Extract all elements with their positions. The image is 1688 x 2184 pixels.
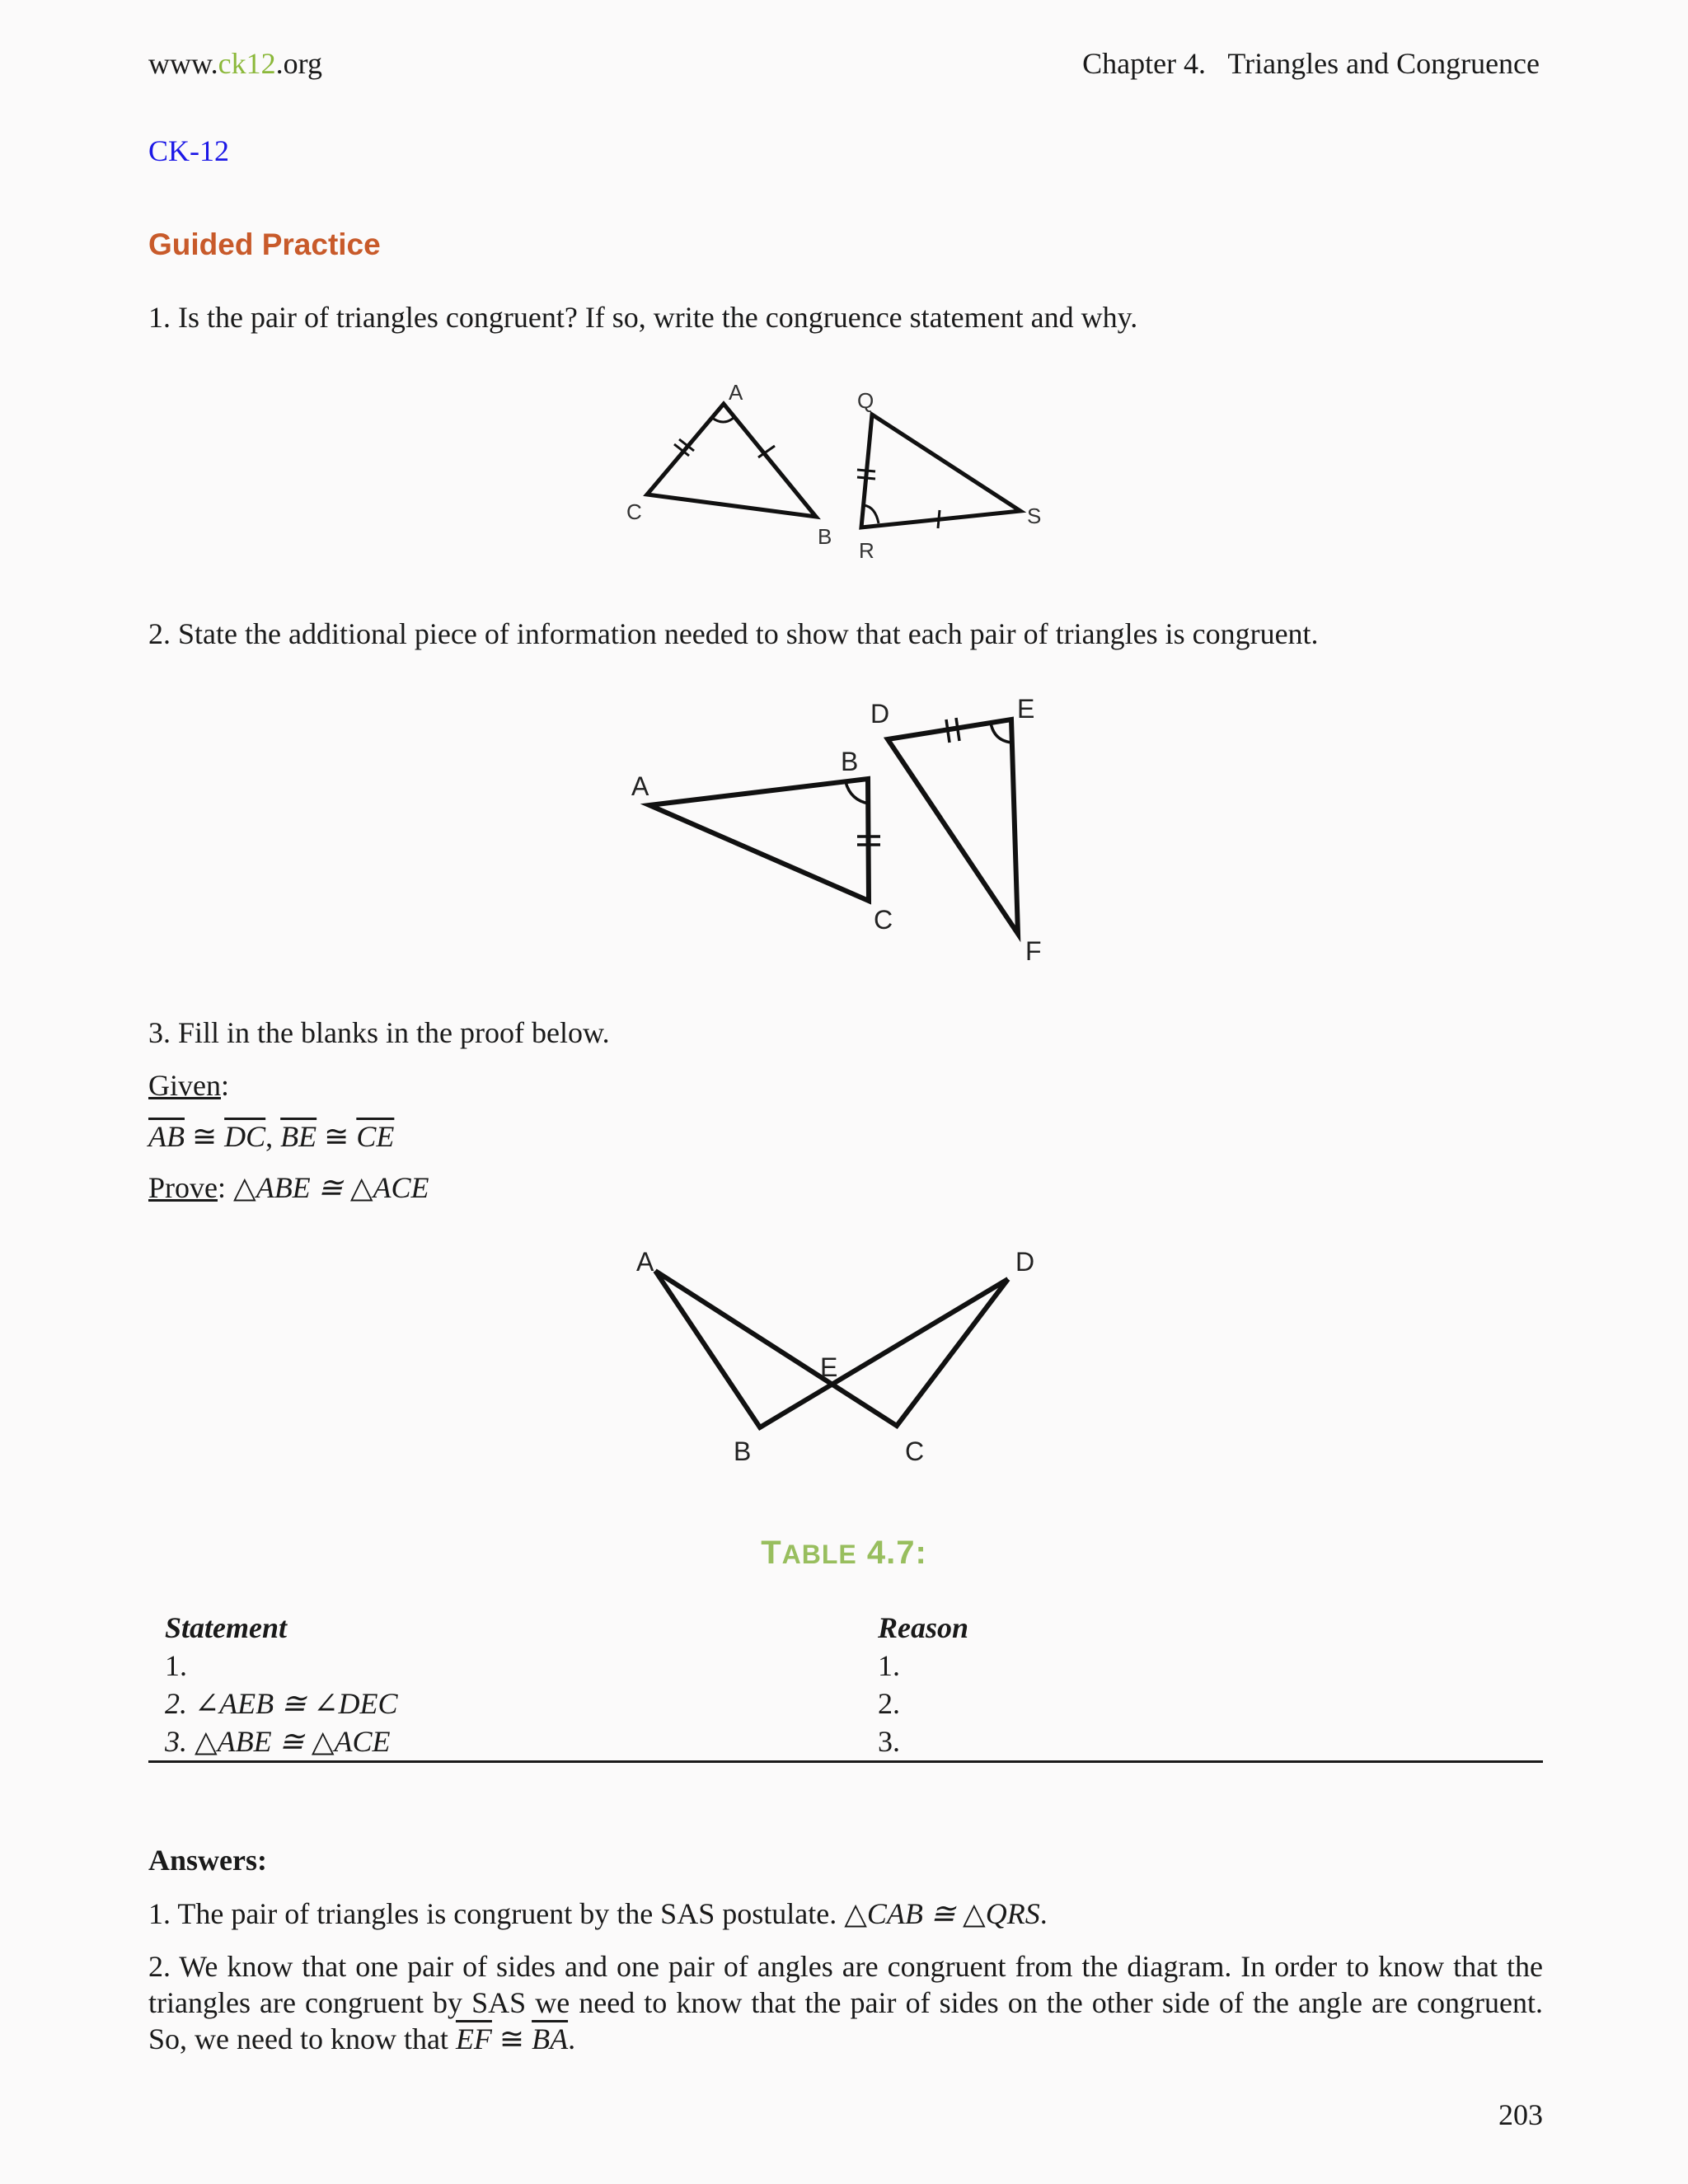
label-a-3: A	[636, 1247, 654, 1277]
site-url-suffix: .org	[275, 47, 322, 80]
label-b: B	[818, 524, 832, 549]
label-c-2: C	[874, 905, 893, 935]
angle-mark-a	[712, 418, 734, 422]
question-1: 1. Is the pair of triangles congruent? If so, write the congruence statement and why.	[148, 301, 1138, 334]
triangle-abc-2	[649, 779, 869, 901]
site-url-prefix: www.	[148, 47, 218, 80]
answers-heading: Answers:	[148, 1844, 267, 1877]
angle-mark-e	[991, 723, 1012, 743]
label-f-2: F	[1025, 936, 1042, 966]
given-line: Given:	[148, 1069, 229, 1102]
table-row	[148, 1647, 1543, 1685]
statement-cell: 1.	[165, 1649, 187, 1682]
segment-ef: $\overline{EF}$	[455, 2022, 492, 2055]
site-url[interactable]	[148, 46, 322, 81]
label-c-3: C	[905, 1436, 925, 1466]
answer-1: 1. The pair of triangles is congruent by the SAS postulate. △CAB ≅ △QRS.	[148, 1897, 1048, 1930]
question-3: 3. Fill in the blanks in the proof below.	[148, 1016, 610, 1049]
label-b-3: B	[734, 1436, 752, 1466]
given-statement: $\overline{AB}$ ≅ $\overline{DC}$, $\overline{BE}$ ≅ $\overline{CE}$	[148, 1120, 395, 1153]
reason-cell: 3.	[861, 1722, 1543, 1762]
prove-line: Prove: △ABE ≅ △ACE	[148, 1171, 429, 1204]
double-tick-qr-1	[857, 470, 875, 471]
answer-1-math: △CAB ≅ △QRS	[844, 1897, 1040, 1930]
figure-3-bowtie	[618, 1236, 1063, 1475]
double-tick-qr-2	[857, 477, 875, 479]
segment-ce: $\overline{CE}$	[356, 1120, 395, 1153]
section-title: Guided Practice	[148, 227, 381, 261]
label-d-2: D	[870, 699, 890, 729]
table-row	[148, 1685, 1543, 1722]
label-a-2: A	[631, 771, 649, 801]
label-q: Q	[857, 388, 874, 413]
statement-cell: 2. ∠AEB ≅ ∠DEC	[165, 1687, 398, 1720]
label-b-2: B	[841, 747, 859, 776]
figure-2-triangles	[618, 688, 1063, 968]
site-url-brand: ck12	[218, 47, 276, 80]
proof-table	[148, 1609, 1543, 1763]
prove-label: Prove	[148, 1171, 218, 1204]
label-a: A	[729, 380, 743, 405]
table-title: TABLE 4.7:	[761, 1535, 927, 1571]
chapter-title: Chapter 4. Triangles and Congruence	[1082, 47, 1540, 80]
double-tick-de-2	[956, 718, 959, 741]
prove-statement: △ABE ≅ △ACE	[233, 1171, 429, 1204]
question-2: 2. State the additional piece of information needed to show that each pair of triangles is congruent.	[148, 617, 1319, 650]
label-e-2: E	[1017, 694, 1035, 724]
label-s: S	[1027, 504, 1042, 528]
label-c: C	[626, 499, 642, 524]
label-d-3: D	[1015, 1247, 1035, 1277]
triangle-qrs	[861, 415, 1020, 527]
reason-cell: 2.	[878, 1687, 900, 1720]
header-reason: Reason	[878, 1611, 969, 1644]
reason-cell: 1.	[878, 1649, 900, 1682]
triangle-def	[888, 719, 1018, 934]
angle-mark-b	[846, 782, 869, 804]
figure-1-triangles	[610, 375, 1055, 565]
segment-ba: $\overline{BA}$	[532, 2022, 569, 2055]
double-tick-de-1	[946, 719, 950, 743]
angle-mark-r	[864, 505, 879, 523]
statement-cell: 3. △ABE ≅ △ACE	[148, 1722, 861, 1762]
single-tick-rs	[938, 510, 940, 528]
segment-ab: $\overline{AB}$	[148, 1120, 185, 1153]
header-statement: Statement	[165, 1611, 288, 1644]
label-e-3: E	[820, 1352, 838, 1382]
table-row	[148, 1722, 1543, 1762]
answer-2: 2. We know that one pair of sides and one pair of angles are congruent from the diagram. In order to know that the triangles are congruent by SAS we need to know that the pair of sides on the other side of the angle are congruent. So, we need to know that $\overline{EF}$ ≅ $\overline{BA}$.	[148, 1950, 1543, 2055]
given-label: Given	[148, 1069, 221, 1102]
ck12-link[interactable]: CK-12	[148, 134, 229, 167]
label-r: R	[859, 538, 874, 563]
page-number: 203	[1498, 2098, 1543, 2131]
segment-dc: $\overline{DC}$	[224, 1120, 266, 1153]
segment-be: $\overline{BE}$	[280, 1120, 317, 1153]
